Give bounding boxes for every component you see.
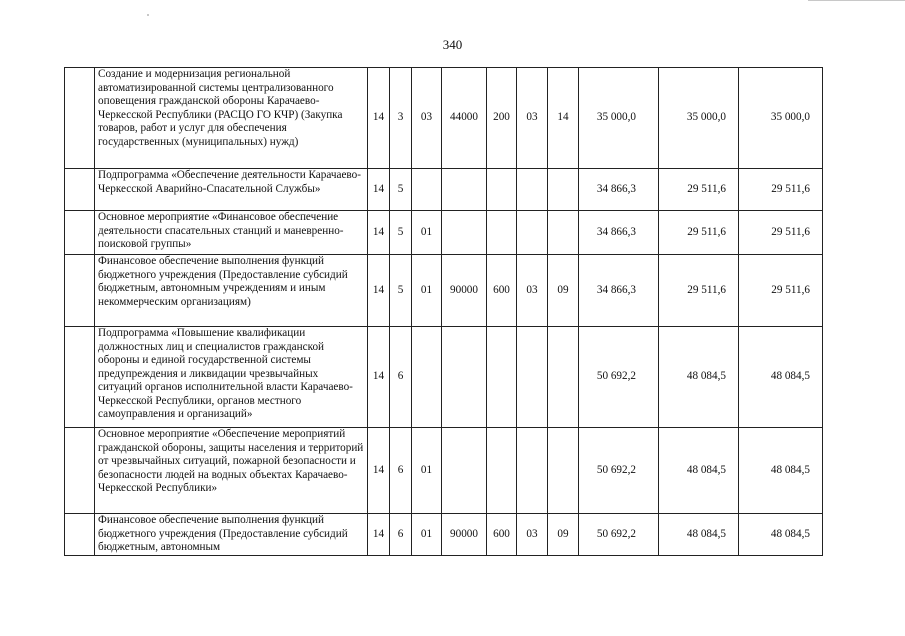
- ministry-code-cell: 14: [368, 428, 390, 514]
- target-code-cell: 90000: [442, 514, 487, 556]
- table-row: [65, 428, 823, 514]
- item-name-cell: Основное мероприятие «Финансовое обеспечение деятельности спасательных станций и маневренно-поисковой группы»: [95, 211, 368, 255]
- subprogram-code-cell: 01: [412, 211, 442, 255]
- row-number-cell: [65, 169, 95, 211]
- table-row: [65, 68, 823, 169]
- ministry-code-cell: 14: [368, 68, 390, 169]
- row-number-cell: [65, 211, 95, 255]
- item-name-cell: Финансовое обеспечение выполнения функций бюджетного учреждения (Предоставление субсидий бюджетным, автономным: [95, 514, 368, 556]
- subsection-code-cell: 14: [548, 68, 579, 169]
- program-code-cell: 3: [390, 68, 412, 169]
- amount-year-1-cell: 50 692,2: [579, 428, 659, 514]
- amount-year-2-cell: 48 084,5: [659, 514, 739, 556]
- amount-year-1-cell: 50 692,2: [579, 327, 659, 428]
- amount-year-3-cell: 29 511,6: [739, 255, 823, 327]
- program-code-cell: 5: [390, 211, 412, 255]
- expense-type-cell: [487, 327, 517, 428]
- budget-table: [64, 67, 823, 556]
- expense-type-cell: 600: [487, 514, 517, 556]
- expense-type-cell: 200: [487, 68, 517, 169]
- program-code-cell: 5: [390, 169, 412, 211]
- expense-type-cell: 600: [487, 255, 517, 327]
- subprogram-code-cell: [412, 169, 442, 211]
- amount-year-1-cell: 34 866,3: [579, 255, 659, 327]
- expense-type-cell: [487, 169, 517, 211]
- section-code-cell: [517, 327, 548, 428]
- amount-year-1-cell: 35 000,0: [579, 68, 659, 169]
- ministry-code-cell: 14: [368, 327, 390, 428]
- table-row: [65, 169, 823, 211]
- subprogram-code-cell: 03: [412, 68, 442, 169]
- subsection-code-cell: 09: [548, 514, 579, 556]
- section-code-cell: 03: [517, 255, 548, 327]
- page-number: 340: [442, 37, 463, 52]
- row-number-cell: [65, 514, 95, 556]
- section-code-cell: [517, 211, 548, 255]
- amount-year-2-cell: 29 511,6: [659, 169, 739, 211]
- target-code-cell: [442, 428, 487, 514]
- item-name-cell: Подпрограмма «Обеспечение деятельности Карачаево-Черкесской Аварийно-Спасательной Службы»: [95, 169, 368, 211]
- item-name-cell: Создание и модернизация региональной автоматизированной системы централизованного оповещения гражданской обороны Карачаево-Черкесской Республики (РАСЦО ГО КЧР) (Закупка товаров, работ и услуг для обеспечения государственных (муниципальных) нужд): [95, 68, 368, 169]
- ministry-code-cell: 14: [368, 255, 390, 327]
- table-row: [65, 255, 823, 327]
- subprogram-code-cell: 01: [412, 255, 442, 327]
- item-name-cell: Основное мероприятие «Обеспечение мероприятий гражданской обороны, защиты населения и территорий от чрезвычайных ситуаций, пожарной безопасности и безопасности людей на водных объектах Карачаево-Черкесской Республики»: [95, 428, 368, 514]
- target-code-cell: [442, 327, 487, 428]
- target-code-cell: [442, 211, 487, 255]
- program-code-cell: 6: [390, 514, 412, 556]
- row-number-cell: [65, 68, 95, 169]
- amount-year-1-cell: 50 692,2: [579, 514, 659, 556]
- ministry-code-cell: 14: [368, 211, 390, 255]
- amount-year-3-cell: 35 000,0: [739, 68, 823, 169]
- amount-year-3-cell: 48 084,5: [739, 514, 823, 556]
- row-number-cell: [65, 428, 95, 514]
- section-code-cell: 03: [517, 514, 548, 556]
- subprogram-code-cell: [412, 327, 442, 428]
- subsection-code-cell: [548, 327, 579, 428]
- expense-type-cell: [487, 211, 517, 255]
- subsection-code-cell: 09: [548, 255, 579, 327]
- target-code-cell: [442, 169, 487, 211]
- item-name-cell: Финансовое обеспечение выполнения функций бюджетного учреждения (Предоставление субсидий бюджетным, автономным учреждениям и иным некоммерческим организациям): [95, 255, 368, 327]
- amount-year-3-cell: 29 511,6: [739, 169, 823, 211]
- program-code-cell: 6: [390, 428, 412, 514]
- scan-mark-top-right: [808, 0, 905, 1]
- subsection-code-cell: [548, 428, 579, 514]
- program-code-cell: 6: [390, 327, 412, 428]
- table-row: [65, 514, 823, 556]
- expense-type-cell: [487, 428, 517, 514]
- amount-year-3-cell: 48 084,5: [739, 327, 823, 428]
- amount-year-2-cell: 48 084,5: [659, 327, 739, 428]
- section-code-cell: 03: [517, 68, 548, 169]
- section-code-cell: [517, 428, 548, 514]
- section-code-cell: [517, 169, 548, 211]
- ministry-code-cell: 14: [368, 169, 390, 211]
- amount-year-1-cell: 34 866,3: [579, 169, 659, 211]
- amount-year-2-cell: 48 084,5: [659, 428, 739, 514]
- amount-year-1-cell: 34 866,3: [579, 211, 659, 255]
- program-code-cell: 5: [390, 255, 412, 327]
- subprogram-code-cell: 01: [412, 514, 442, 556]
- amount-year-2-cell: 29 511,6: [659, 211, 739, 255]
- target-code-cell: 90000: [442, 255, 487, 327]
- target-code-cell: 44000: [442, 68, 487, 169]
- amount-year-3-cell: 48 084,5: [739, 428, 823, 514]
- subsection-code-cell: [548, 169, 579, 211]
- subprogram-code-cell: 01: [412, 428, 442, 514]
- item-name-cell: Подпрограмма «Повышение квалификации должностных лиц и специалистов гражданской обороны и единой государственной системы предупреждения и ликвидации чрезвычайных ситуаций органов исполнительной власти Карачаево-Черкесской Республики, органов местного самоуправления и организаций»: [95, 327, 368, 428]
- ministry-code-cell: 14: [368, 514, 390, 556]
- subsection-code-cell: [548, 211, 579, 255]
- scan-mark-dot: [147, 14, 149, 16]
- amount-year-2-cell: 35 000,0: [659, 68, 739, 169]
- amount-year-3-cell: 29 511,6: [739, 211, 823, 255]
- table-row: [65, 211, 823, 255]
- table-row: [65, 327, 823, 428]
- row-number-cell: [65, 255, 95, 327]
- amount-year-2-cell: 29 511,6: [659, 255, 739, 327]
- row-number-cell: [65, 327, 95, 428]
